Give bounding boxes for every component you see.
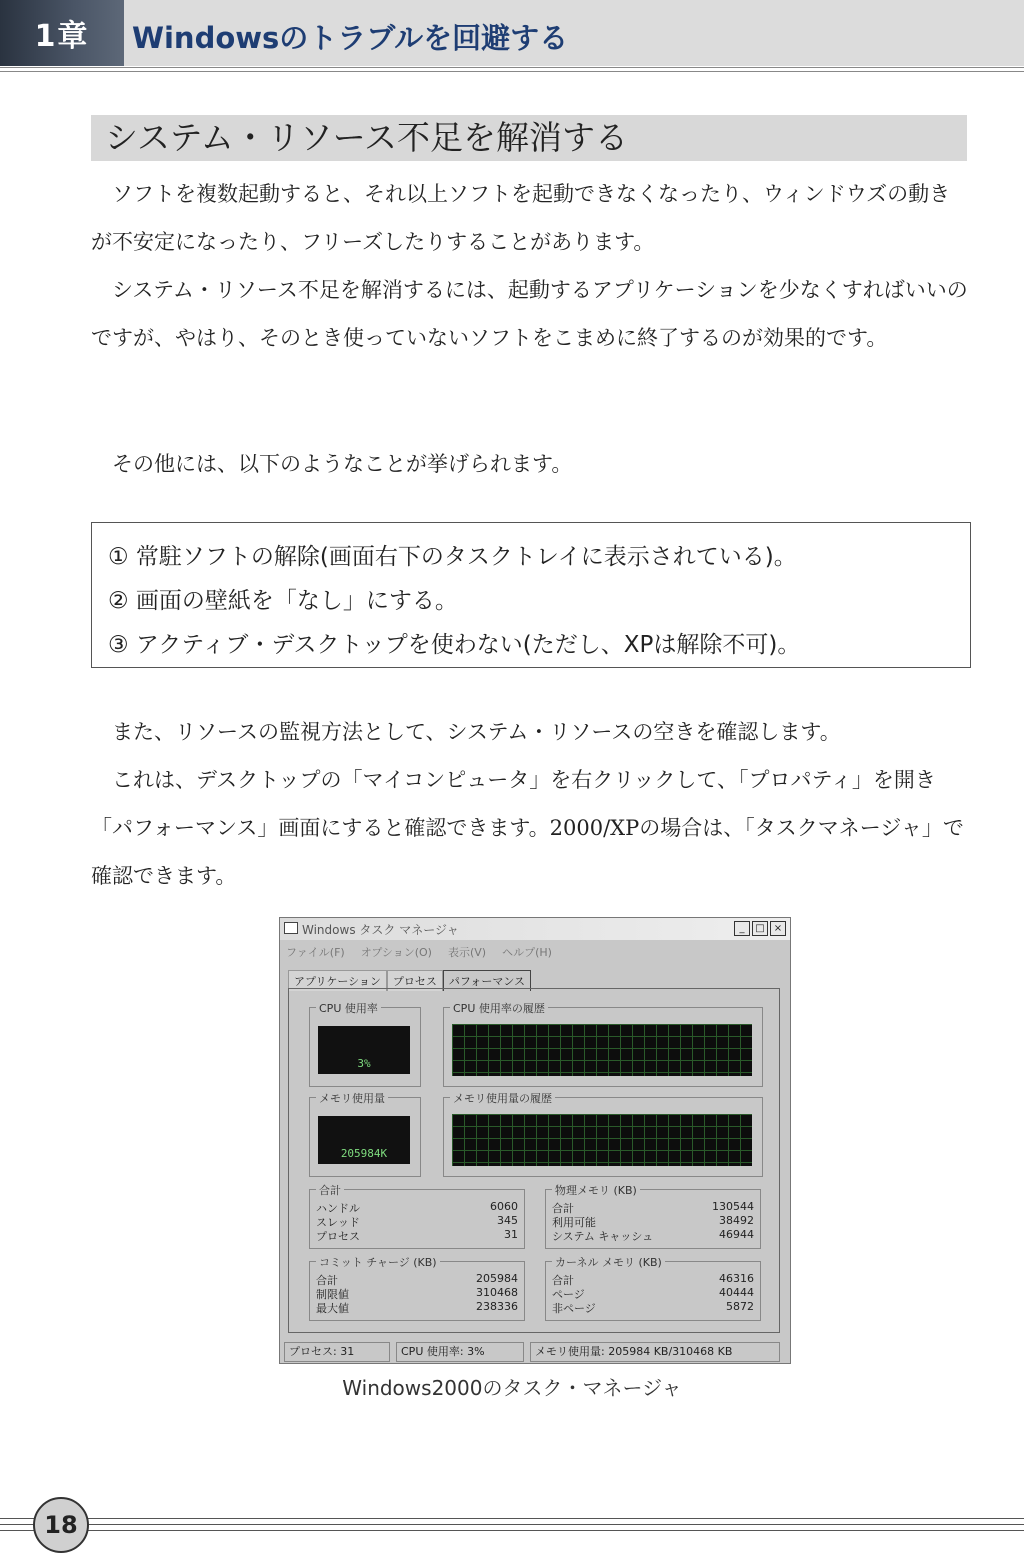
status-memory: メモリ使用量: 205984 KB/310468 KB — [530, 1342, 780, 1362]
figure-caption: Windows2000のタスク・マネージャ — [342, 1376, 682, 1400]
totals-label: 合計 — [316, 1182, 344, 1198]
tab-applications[interactable]: アプリケーション — [288, 970, 387, 991]
stat-value: 5872 — [726, 1300, 754, 1313]
footer-rule-3 — [0, 1530, 1024, 1531]
stat-value: 310468 — [476, 1286, 518, 1299]
stat-value: 238336 — [476, 1300, 518, 1313]
stat-value: 130544 — [712, 1200, 754, 1213]
task-manager-screenshot — [279, 917, 791, 1364]
stat-value: 46944 — [719, 1228, 754, 1241]
tip-item-2: ② 画面の壁紙を「なし」にする。 — [108, 588, 458, 614]
footer-rule-1 — [0, 1518, 1024, 1519]
stat-name: 制限値 — [316, 1288, 349, 1301]
commit-charge-label: コミット チャージ (KB) — [316, 1254, 440, 1270]
memory-history-group — [443, 1092, 763, 1177]
memory-meter-value: 205984K — [340, 1147, 388, 1160]
tip-item-1: ① 常駐ソフトの解除(画面右下のタスクトレイに表示されている)。 — [108, 544, 797, 570]
stat-name: 合計 — [316, 1274, 338, 1287]
cpu-usage-group — [309, 1002, 421, 1087]
stat-value: 205984 — [476, 1272, 518, 1285]
page-number: 18 — [33, 1497, 89, 1553]
paragraph-4: また、リソースの監視方法として、システム・リソースの空きを確認します。 — [112, 720, 841, 744]
commit-charge-group — [309, 1256, 525, 1321]
physical-memory-group — [545, 1184, 761, 1249]
tips-box — [91, 522, 971, 668]
stat-name: プロセス — [316, 1230, 360, 1243]
stat-name: ハンドル — [316, 1202, 360, 1215]
kernel-memory-label: カーネル メモリ (KB) — [552, 1254, 665, 1270]
paragraph-2: システム・リソース不足を解消するには、起動するアプリケーションを少なくすればいいのですが、やはり、そのとき使っていないソフトをこまめに終了するのが効果的です。 — [91, 278, 968, 350]
stat-value: 31 — [504, 1228, 518, 1241]
commit-row — [316, 1300, 518, 1316]
window-title: Windows タスク マネージャ — [302, 923, 459, 937]
totals-group — [309, 1184, 525, 1249]
header-rule-1 — [0, 67, 1024, 68]
minimize-icon[interactable]: _ — [734, 921, 750, 936]
paragraph-3: その他には、以下のようなことが挙げられます。 — [112, 452, 573, 476]
paragraph-5: これは、デスクトップの「マイコンピュータ」を右クリックして、「プロパティ」を開き「パフォーマンス」画面にすると確認できます。2000/XPの場合は、「タスクマネージャ」で確認できます。 — [91, 768, 964, 888]
performance-pane — [288, 988, 780, 1333]
memory-history-graph — [452, 1114, 752, 1166]
header-rule-2 — [0, 71, 1024, 72]
memory-meter — [318, 1116, 410, 1164]
menu-file[interactable]: ファイル(F) — [286, 946, 345, 959]
stat-name: ページ — [552, 1288, 585, 1301]
cpu-usage-label: CPU 使用率 — [316, 1000, 381, 1016]
stat-name: 非ページ — [552, 1302, 596, 1315]
stat-name: 最大値 — [316, 1302, 349, 1315]
window-titlebar — [280, 918, 790, 940]
tip-item-3: ③ アクティブ・デスクトップを使わない(ただし、XPは解除不可)。 — [108, 632, 801, 658]
stat-value: 38492 — [719, 1214, 754, 1227]
totals-row — [316, 1228, 518, 1244]
memory-usage-group — [309, 1092, 421, 1177]
menu-help[interactable]: ヘルプ(H) — [502, 946, 552, 959]
status-cpu: CPU 使用率: 3% — [396, 1342, 524, 1362]
stat-value: 40444 — [719, 1286, 754, 1299]
menu-view[interactable]: 表示(V) — [447, 946, 487, 959]
menu-options[interactable]: オプション(O) — [360, 946, 432, 959]
cpu-history-graph — [452, 1024, 752, 1076]
kernel-memory-group — [545, 1256, 761, 1321]
chapter-number: 1章 — [0, 0, 124, 66]
window-app-icon — [284, 922, 298, 934]
cpu-history-label: CPU 使用率の履歴 — [450, 1000, 548, 1016]
stat-value: 46316 — [719, 1272, 754, 1285]
paragraph-1: ソフトを複数起動すると、それ以上ソフトを起動できなくなったり、ウィンドウズの動きが不安定になったり、フリーズしたりすることがあります。 — [91, 182, 951, 254]
stat-name: 利用可能 — [552, 1216, 596, 1229]
menu-bar — [286, 944, 552, 960]
stat-name: 合計 — [552, 1274, 574, 1287]
close-icon[interactable]: × — [770, 921, 786, 936]
tab-processes[interactable]: プロセス — [387, 970, 443, 991]
maximize-icon[interactable]: □ — [752, 921, 768, 936]
stat-value: 345 — [497, 1214, 518, 1227]
section-heading: システム・リソース不足を解消する — [91, 115, 967, 161]
chapter-title: Windowsのトラブルを回避する — [132, 21, 569, 55]
cpu-meter — [318, 1026, 410, 1074]
footer-rule-2 — [0, 1524, 1024, 1525]
memory-history-label: メモリ使用量の履歴 — [450, 1090, 555, 1106]
stat-name: システム キャッシュ — [552, 1230, 654, 1243]
physical-row — [552, 1228, 754, 1244]
status-bar — [280, 1342, 790, 1363]
physical-memory-label: 物理メモリ (KB) — [552, 1182, 640, 1198]
status-processes: プロセス: 31 — [284, 1342, 390, 1362]
tab-performance[interactable]: パフォーマンス — [443, 970, 531, 991]
stat-name: スレッド — [316, 1216, 360, 1229]
cpu-meter-value: 3% — [357, 1057, 371, 1070]
stat-name: 合計 — [552, 1202, 574, 1215]
kernel-row — [552, 1300, 754, 1316]
memory-usage-label: メモリ使用量 — [316, 1090, 388, 1106]
stat-value: 6060 — [490, 1200, 518, 1213]
cpu-history-group — [443, 1002, 763, 1087]
